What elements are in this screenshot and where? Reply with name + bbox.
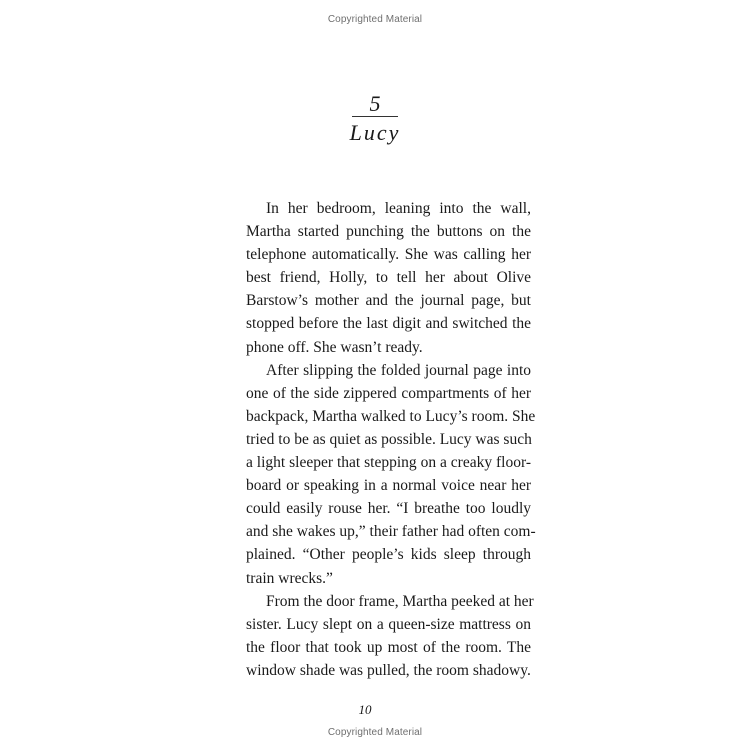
text-line: After slipping the folded journal page into [266, 361, 531, 379]
text-line: board or speaking in a normal voice near her [246, 477, 531, 495]
text-line: train wrecks.” [246, 569, 333, 587]
paragraph-3 [226, 590, 534, 682]
text-line: telephone automatically. She was calling her [246, 246, 531, 264]
text-line: the floor that took up most of the room. The [246, 638, 531, 656]
text-line: and she wakes up,” their father had often com- [246, 523, 536, 541]
text-line: In her bedroom, leaning into the wall, [266, 200, 531, 217]
text-line: Martha started punching the buttons on the [246, 223, 531, 241]
text-line: sister. Lucy slept on a queen-size mattress on [246, 615, 531, 633]
text-line: stopped before the last digit and switched the [246, 315, 531, 333]
page-number: 10 [358, 702, 372, 717]
text-line: a light sleeper that stepping on a creaky floor- [246, 454, 531, 472]
text-line: Barstow’s mother and the journal page, but [246, 292, 531, 310]
text-line: best friend, Holly, to tell her about Olive [246, 269, 531, 287]
chapter-number: 5 [369, 91, 381, 116]
paragraph-1 [226, 197, 531, 359]
copyright-watermark-top: Copyrighted Material [327, 14, 423, 25]
text-line: one of the side zippered compartments of her [246, 384, 531, 402]
text-line: backpack, Martha walked to Lucy’s room. She [246, 407, 536, 425]
paragraph-2 [226, 359, 536, 590]
text-line: window shade was pulled, the room shadowy. [246, 661, 531, 679]
text-line: From the door frame, Martha peeked at her [266, 592, 534, 610]
text-line: phone off. She wasn’t ready. [246, 338, 423, 356]
body-text [226, 197, 536, 682]
text-line: could easily rouse her. “I breathe too loudly [246, 500, 531, 518]
copyright-watermark-bottom: Copyrighted Material [327, 727, 423, 738]
chapter-divider [352, 116, 398, 117]
text-line: plained. “Other people’s kids sleep through [246, 546, 531, 564]
chapter-title: Lucy [349, 120, 401, 145]
text-line: tried to be as quiet as possible. Lucy was such [246, 430, 532, 448]
